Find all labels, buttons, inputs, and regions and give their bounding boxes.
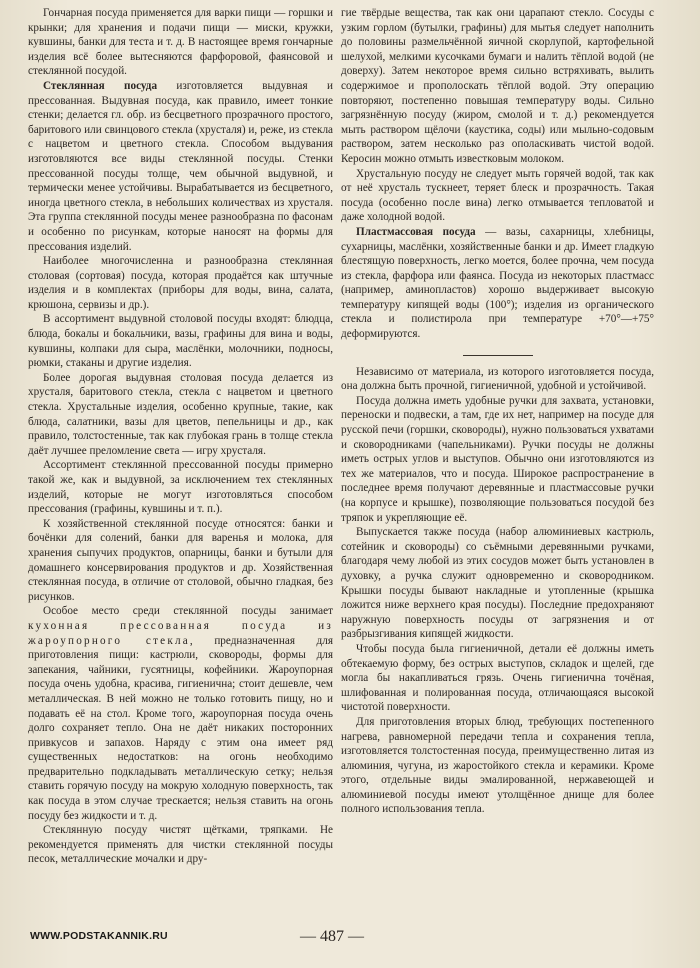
section-term: Пластмассовая посуда: [356, 225, 476, 238]
left-column: [28, 6, 333, 867]
paragraph-text: изготовляется выдувная и прессованная. Выдувная посуда, как правило, имеет тонкие стенки; делается гл. обр. из бесцветного прозрачного простого, баритового или свинцового стекла (хрусталя) и, реже, из стекла с нацветом и цветного стекла. Способом выдувания изготовляются все виды стеклянной посуды. Стенки прессованной посуды толще, чем обычной выдувной, и термически менее устойчивы. Вырабатывается из бесцветного, иногда цветного стекла, в небольших количествах из хрусталя. Эта группа стеклянной посуды менее разнообразна по фасонам и особенно по рисункам, которые наносят на формы для прессования изделий.: [28, 79, 333, 253]
paragraph-text: гие твёрдые вещества, так как они царапают стекло. Сосуды с узким горлом (бутылки, графины) для мытья следует наполнить до половины размельчённой яичной скорлупой, картофельной шелухой, мелкими кусочками бумаги и налить тёплой водой (не доверху). Затем некоторое время сильно встряхивать, вылить содержимое и прополоскать тёплой водой. Эту операцию повторяют, постепенно повышая температуру воды. Сильно загрязнённую посуду (жиром, смолой и т. д.) рекомендуется мыть раствором щёлочи (каустика, соды) или мыльно-содовым раствором, затем несколько раз ополаскивать чистой водой. Керосин можно отмыть известковым молоком.: [341, 7, 654, 165]
paragraph-text: Стеклянную посуду чистят щётками, тряпками. Не рекомендуется применять для чистки стеклянной посуды песок, металлические мочалки и дру-: [28, 824, 333, 866]
paragraph: [341, 6, 654, 167]
paragraph-text: К хозяйственной стеклянной посуде относятся: банки и бочёнки для солений, банки для варенья и молока, для хранения сыпучих продуктов, опарницы, банки и бутыли для домашнего консервирования продуктов и др. Хозяйственная стеклянная посуда, в отличие от столовой, обычно гладкая, без рисунков.: [28, 517, 333, 603]
paragraph-text: Посуда должна иметь удобные ручки для захвата, установки, переноски и подвески, а там, где их нет, например на посуде для русской печи (горшки, сковороды), нужно пользоваться ухватами и сковородниками (чапельниками). Ручки посуды не должны иметь острых углов и выступов. Обычно они изготовляются из тех же материалов, что и посуда. Широкое распространение в последнее время получают деревянные и пластмассовые ручки (на корпусе и крышке), позволяющие пользоваться посудой без тряпок и укрепляющие её.: [341, 394, 654, 524]
paragraph: [341, 365, 654, 394]
page-footer: [0, 930, 700, 954]
paragraph: [341, 225, 654, 342]
paragraph-text: В ассортимент выдувной столовой посуды входят: блюдца, блюда, бокалы и бокальчики, вазы, графины для вина и воды, кувшины, колпаки для сыра, маслёнки, молочники, подносы, рюмки, стаканы и другие изделия.: [28, 313, 333, 370]
spaced-term: кухонная прессованная посуда из жароупорного стекла: [28, 619, 333, 647]
section-term: Стеклянная посуда: [43, 79, 158, 92]
paragraph: [28, 371, 333, 459]
paragraph-text: Для приготовления вторых блюд, требующих постепенного нагрева, равномерной передачи тепла и сохранения тепла, изготовляется толстостенная посуда, преимущественно литая из алюминия, чугуна, из жаростойкого стекла и керамики. Кроме этого, отдельные виды эмалированной, нержавеющей и алюминиевой посуды имеют утолщённое днище для более полного использования тепла.: [341, 715, 654, 816]
paragraph-text: — вазы, сахарницы, хлебницы, сухарницы, маслёнки, хозяйственные банки и др. Имеет гладкую блестящую поверхность, легко моется, более прочна, чем посуда из стекла, фарфора или фаянса. Посуда из некоторых пластмасс (например, аминопластов) хорошо выдерживает высокую температуру кипящей воды (100°); изделия из органического стекла и полистирола при температуре +70°—+75° деформируются.: [341, 225, 654, 341]
paragraph-text: , предназначенная для приготовления пищи: кастрюли, сковороды, формы для запекания, чайники, гусятницы, кофейники. Жароупорная посуда очень удобна, красива, гигиенична; стоит дешевле, чем металлическая. В ней можно не только готовить пищу, но и подавать её на стол. Кроме того, жароупорная посуда очень долго сохраняет тепло. Она не даёт никаких посторонних привкусов и запахов. Наряду с этим она имеет ряд существенных недостатков: на огонь необходимо предварительно подкладывать металлическую сетку; нельзя ставить горячую посуду на мокрую холодную поверхность, так как посуда в этом случае трескается; нельзя ставить на огонь посуду без жидкости и т. д.: [28, 634, 333, 822]
paragraph: [28, 6, 333, 79]
paragraph: [341, 394, 654, 525]
paragraph-text: Чтобы посуда была гигиеничной, детали её должны иметь обтекаемую форму, без острых выступов, складок и щелей, где могла бы накапливаться грязь. Очень гигиенична точёная, шлифованная и полированная посуда, отличающаяся высокой чистотой поверхности.: [341, 642, 654, 714]
paragraph: [28, 458, 333, 516]
paragraph-text: Ассортимент стеклянной прессованной посуды примерно такой же, как и выдувной, за исключением тех стеклянных изделий, которые не могут изготовляться способом прессования (графины, кувшины и т. п.).: [28, 459, 333, 516]
right-column-bottom: [341, 365, 654, 817]
paragraph: [341, 642, 654, 715]
paragraph: [28, 604, 333, 823]
paragraph-text: Гончарная посуда применяется для варки пищи — горшки и крынки; для хранения и подачи пищи — миски, кружки, кувшины, банки для теста и т. д. В настоящее время гончарные изделия всё более вытесняются фарфоровой, фаянсовой и стеклянной посудой.: [28, 7, 333, 78]
paragraph: [28, 79, 333, 254]
page-number: — 487 —: [300, 928, 364, 945]
paragraph-text: Более дорогая выдувная столовая посуда делается из хрусталя, баритового стекла, стекла с нацветом и цветного стекла. Хрустальные изделия, особенно крупные, такие, как блюда, салатники, вазы для цветов, пепельницы и др., как правило, толстостенные, так как глубокая грань в толще стекла даёт лучшее преломление света — игру хрусталя.: [28, 371, 333, 457]
right-column: [341, 6, 654, 817]
paragraph: [28, 254, 333, 312]
paragraph-text: Выпускается также посуда (набор алюминиевых кастрюль, сотейник и сковороды) со съёмными деревянными ручками, благодаря чему любой из этих сосудов может быть установлен в духовку, а ручка служит одновременно и сковородником. Крышки посуды бывают накладные и утопленные (крышка ложится ниже верхнего края посуды). Последние предохраняют наружную поверхность посуды от загрязнения и от разбрызгивания кипящей жидкости.: [341, 526, 654, 641]
paragraph: [28, 312, 333, 370]
section-divider: [463, 355, 533, 356]
paragraph-text: Хрустальную посуду не следует мыть горячей водой, так как от неё хрусталь тускнеет, теряет блеск и прозрачность. Такая посуда (особенно после вина) легко отмывается тепловатой и даже холодной водой.: [341, 167, 654, 224]
paragraph: [341, 525, 654, 642]
paragraph: [28, 823, 333, 867]
site-watermark: WWW.PODSTAKANNIK.RU: [30, 930, 168, 942]
paragraph: [28, 517, 333, 605]
paragraph-text: Наиболее многочисленна и разнообразна стеклянная столовая (сортовая) посуда, которая продаётся как штучные изделия и в комплектах (приборы для воды, вина, салата, крюшона, сервизы и др.).: [28, 255, 333, 311]
paragraph-text: Особое место среди стеклянной посуды занимает: [43, 605, 333, 618]
paragraph: [341, 715, 654, 817]
paragraph: [341, 167, 654, 225]
paragraph-text: Независимо от материала, из которого изготовляется посуда, она должна быть прочной, гигиеничной, удобной и устойчивой.: [341, 365, 654, 393]
right-column-top: [341, 6, 654, 342]
